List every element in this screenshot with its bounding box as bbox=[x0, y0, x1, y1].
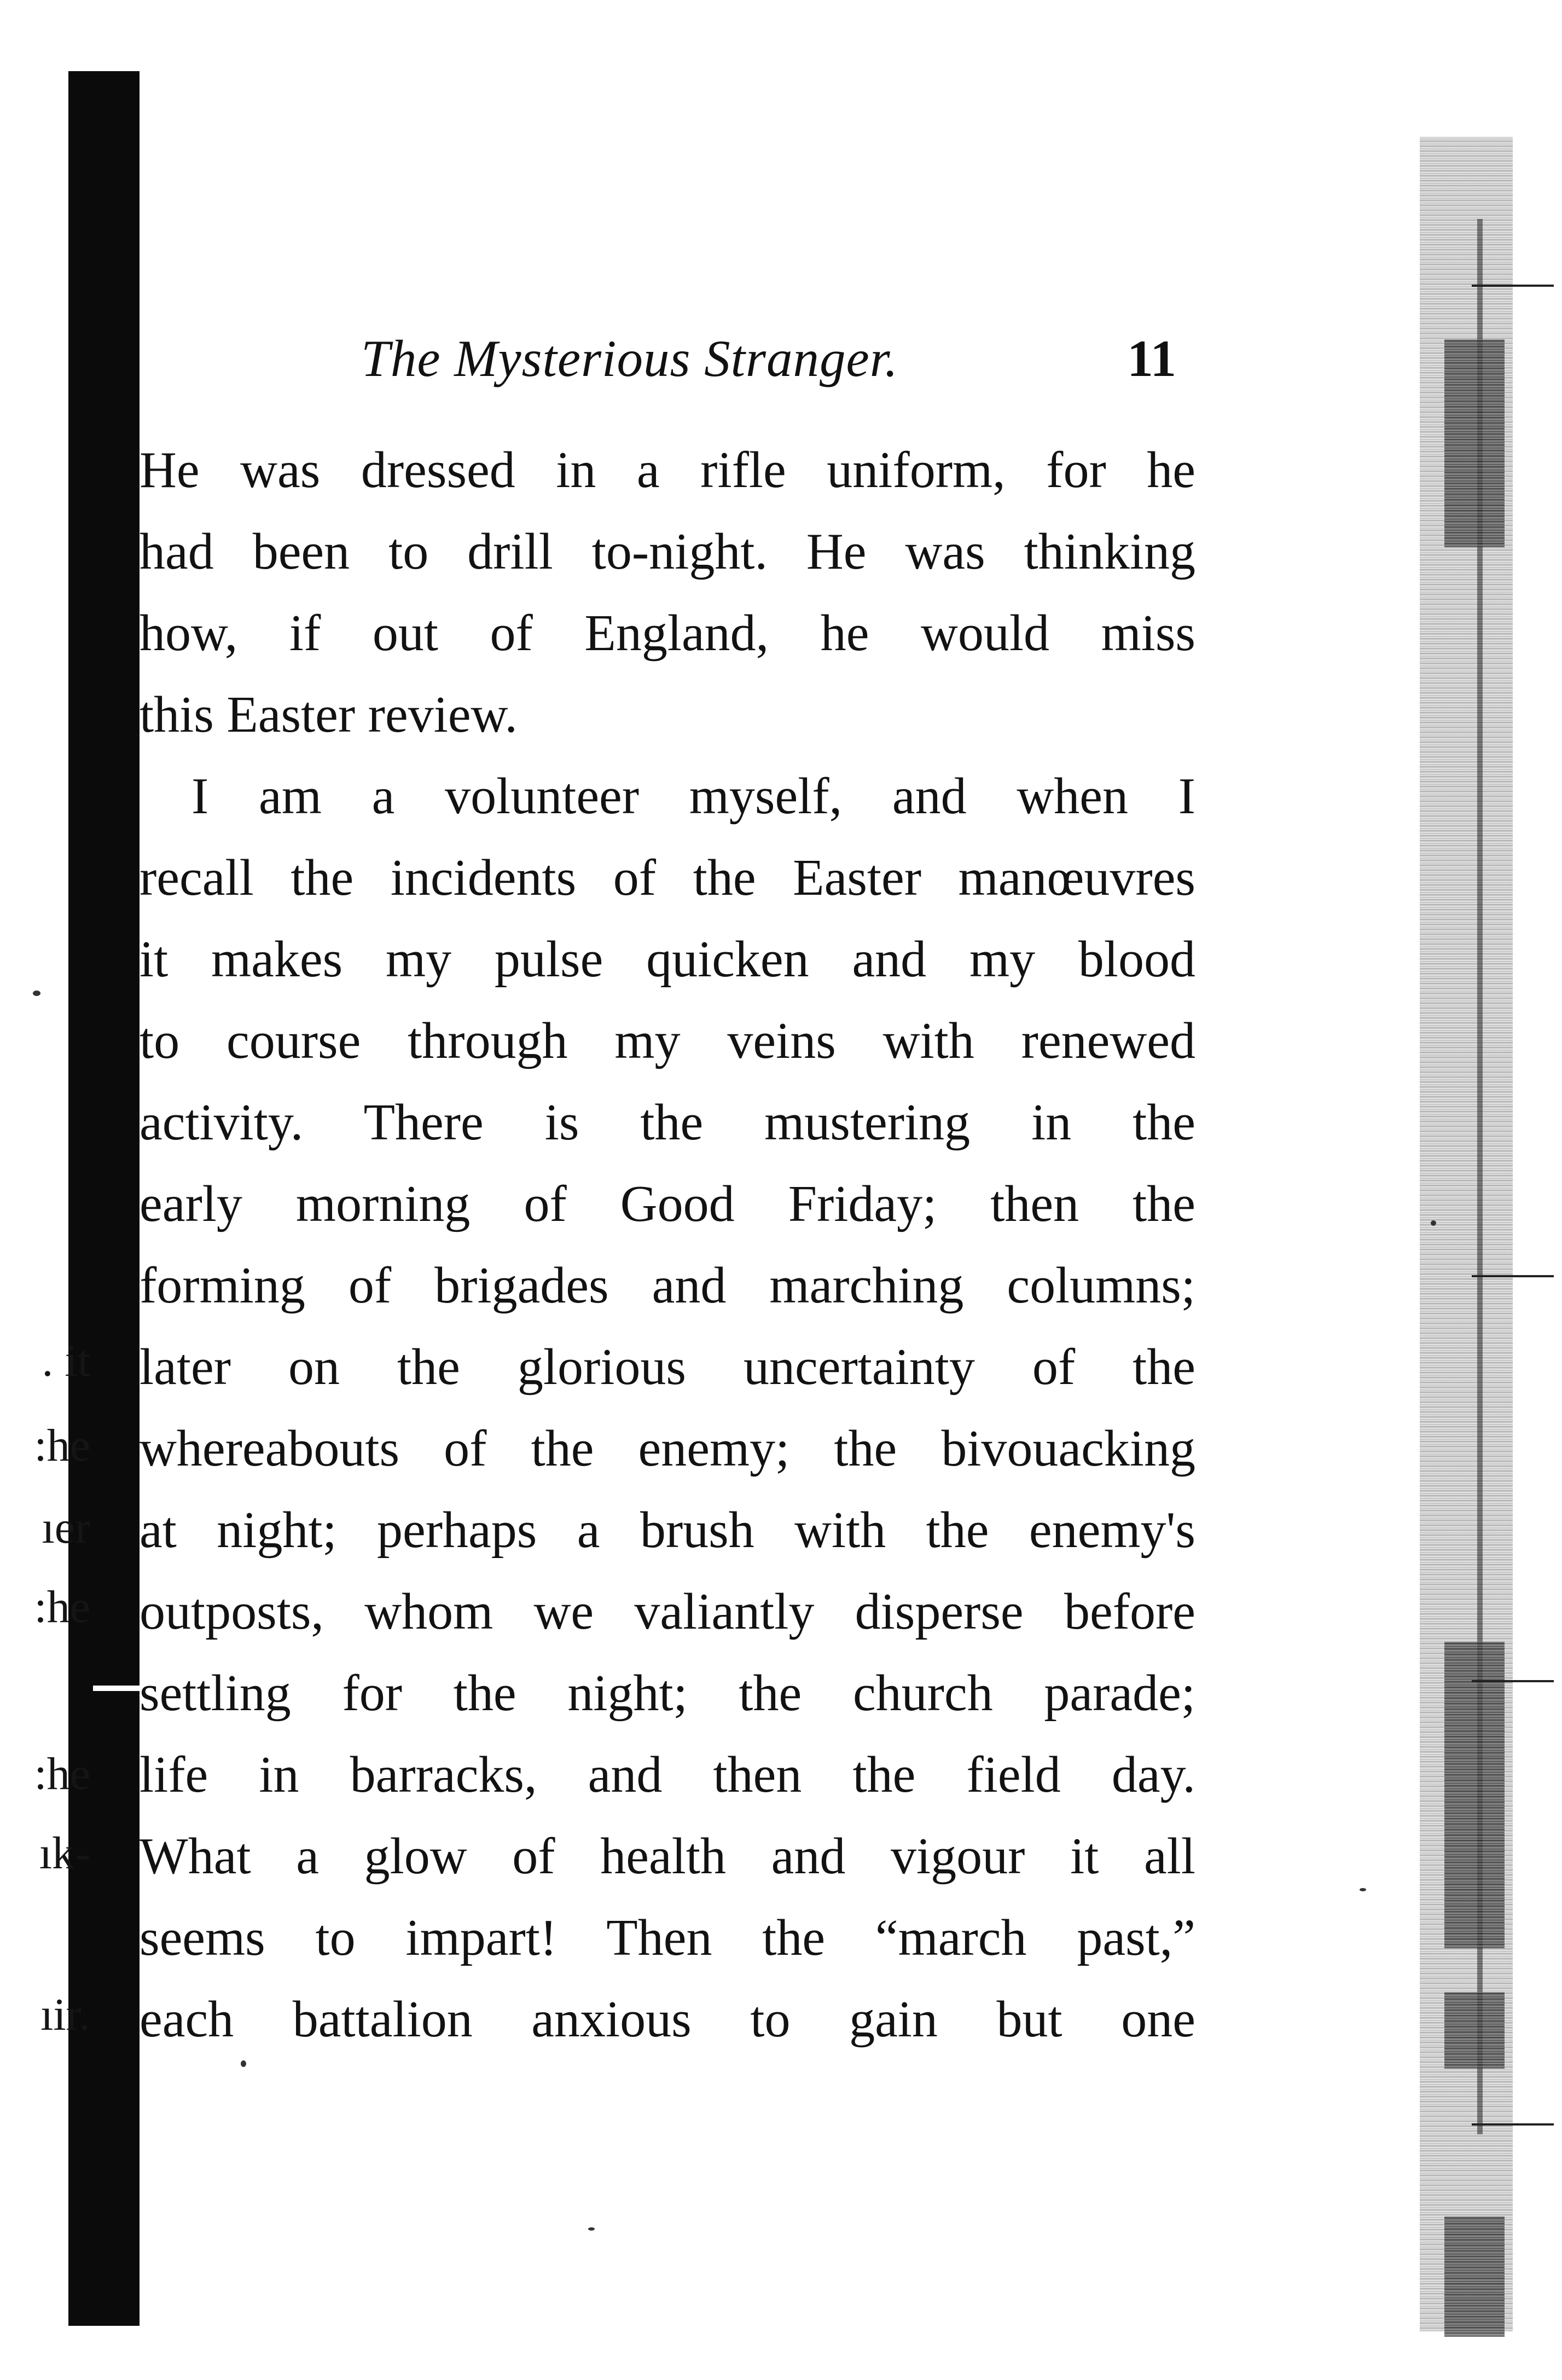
scan-speck bbox=[1360, 1888, 1366, 1891]
body-text bbox=[140, 430, 1195, 2060]
text-line: early morning of Good Friday; then the bbox=[140, 1175, 1195, 1232]
text-line: recall the incidents of the Easter manœuvres bbox=[140, 849, 1195, 906]
text-line: settling for the night; the church parade; bbox=[140, 1665, 1195, 1722]
scan-edge-line bbox=[1472, 2123, 1554, 2126]
scan-speck bbox=[241, 2060, 246, 2067]
text-line: life in barracks, and then the field day. bbox=[140, 1746, 1195, 1803]
text-line: outposts, whom we valiantly disperse before bbox=[140, 1583, 1195, 1640]
text-line: seems to impart! Then the “march past,” bbox=[140, 1909, 1195, 1966]
scan-edge-dark-patch bbox=[1444, 1992, 1505, 2069]
binding-gutter bbox=[68, 71, 140, 2326]
text-line: later on the glorious uncertainty of the bbox=[140, 1339, 1195, 1395]
scan-edge-dark-patch bbox=[1444, 1642, 1505, 1948]
text-line: forming of brigades and marching columns; bbox=[140, 1257, 1195, 1314]
scan-edge-line bbox=[1472, 1680, 1554, 1682]
text-line: it makes my pulse quicken and my blood bbox=[140, 931, 1195, 988]
text-line: whereabouts of the enemy; the bivouacking bbox=[140, 1420, 1195, 1477]
text-line: this Easter review. bbox=[140, 686, 518, 743]
scan-edge-line bbox=[1472, 1275, 1554, 1277]
text-line: had been to drill to-night. He was thinking bbox=[140, 523, 1195, 580]
scan-speck bbox=[588, 2227, 595, 2231]
previous-page-fragment: ıir. bbox=[40, 1989, 90, 2040]
previous-page-fragment: :he bbox=[34, 1582, 90, 1632]
previous-page-fragment: ıer bbox=[42, 1502, 90, 1553]
text-line: at night; perhaps a brush with the enemy's bbox=[140, 1502, 1195, 1559]
page-number: 11 bbox=[1127, 329, 1176, 387]
text-line: activity. There is the mustering in the bbox=[140, 1094, 1195, 1151]
previous-page-fragment: ık- bbox=[39, 1828, 90, 1879]
running-header bbox=[361, 328, 1176, 389]
text-line: to course through my veins with renewed bbox=[140, 1012, 1195, 1069]
text-line: each battalion anxious to gain but one bbox=[140, 1991, 1195, 2048]
text-line: I am a volunteer myself, and when I bbox=[191, 768, 1195, 825]
running-title: The Mysterious Stranger. bbox=[361, 329, 898, 387]
previous-page-fragment: :he bbox=[34, 1420, 90, 1471]
scan-edge-line bbox=[1472, 285, 1554, 287]
scan-speck bbox=[1431, 1220, 1436, 1226]
text-line: He was dressed in a rifle uniform, for he bbox=[140, 442, 1195, 499]
scan-edge-dark-patch bbox=[1444, 339, 1505, 547]
scan-edge-dark-patch bbox=[1444, 2216, 1505, 2337]
text-line: how, if out of England, he would miss bbox=[140, 605, 1195, 662]
scan-speck bbox=[33, 991, 40, 996]
previous-page-fragment: . it bbox=[42, 1335, 90, 1386]
previous-page-fragment: :he bbox=[34, 1748, 90, 1799]
text-line: What a glow of health and vigour it all bbox=[140, 1828, 1195, 1885]
